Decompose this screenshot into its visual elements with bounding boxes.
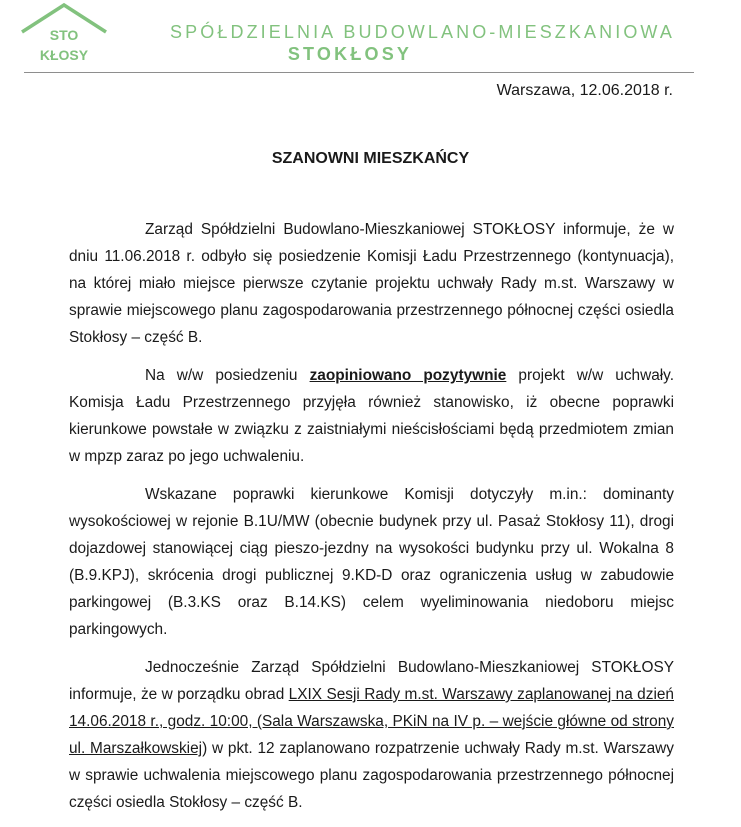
header-divider — [24, 72, 694, 73]
cooperative-logo — [18, 2, 136, 68]
emphasized-phrase: zaopiniowano pozytywnie — [309, 367, 507, 384]
organization-subtitle: STOKŁOSY — [287, 44, 413, 64]
paragraph-2-end: projekt w/w uchwały. Komisja Ładu Przestrzennego przyjęła również stanowisko, iż obecne poprawki kierunkowe powstałe w związku z zaistniałymi nieścisłościami będą przedmiotem zmian w mpzp zaraz po jego uchwaleniu. — [69, 367, 675, 465]
session-details: LXIX Sesji Rady m.st. Warszawy zaplanowanej na dzień 14.06.2018 r., godz. 10:00, (Sala Warszawska, PKiN na IV p. – wejście główne od strony ul. Marszałkowskiej — [69, 686, 674, 757]
paragraph-4-start: Jednocześnie Zarząd Spółdzielni Budowlano-Mieszkaniowej STOKŁOSY informuje, że w porządku obrad — [69, 659, 674, 703]
paragraph-2 — [69, 362, 674, 470]
letter-heading: SZANOWNI MIESZKAŃCY — [271, 150, 470, 167]
paragraph-4-end: ) w pkt. 12 zaplanowano rozpatrzenie uchwały Rady m.st. Warszawy w sprawie uchwalenia miejscowego planu zagospodarowania przestrzennego północnej części osiedla Stokłosy – część B. — [69, 740, 674, 811]
paragraph-1: Zarząd Spółdzielni Budowlano-Mieszkaniowej STOKŁOSY informuje, że w dniu 11.06.2018 r. odbyło się posiedzenie Komisji Ładu Przestrzennego (kontynuacja), na której miało miejsce pierwsze czytanie projektu uchwały Rady m.st. Warszawy w sprawie miejscowego planu zagospodarowania przestrzennego północnej części osiedla Stokłosy – część B. — [69, 221, 674, 346]
paragraph-4 — [69, 654, 674, 816]
logo-text-top: STO — [49, 27, 79, 43]
organization-name: SPÓŁDZIELNIA BUDOWLANO-MIESZKANIOWA — [170, 22, 675, 42]
paragraph-2-start: Na w/w posiedzeniu — [145, 367, 310, 384]
logo-text-bottom: KŁOSY — [39, 47, 89, 63]
letter-body — [69, 216, 674, 827]
paragraph-3: Wskazane poprawki kierunkowe Komisji dotyczyły m.in.: dominanty wysokościowej w rejonie B.1U/MW (obecnie budynek przy ul. Pasaż Stokłosy 11), drogi dojazdowej stanowiącej ciąg pieszo-jezdny na wysokości budynku przy ul. Wokalna 8 (B.9.KPJ), skrócenia drogi publicznej 9.KD-D oraz ograniczenia usług w zabudowie parkingowej (B.3.KS oraz B.14.KS) celem wyeliminowania niedoboru miejsc parkingowych. — [69, 486, 674, 638]
date-line: Warszawa, 12.06.2018 r. — [496, 82, 673, 99]
